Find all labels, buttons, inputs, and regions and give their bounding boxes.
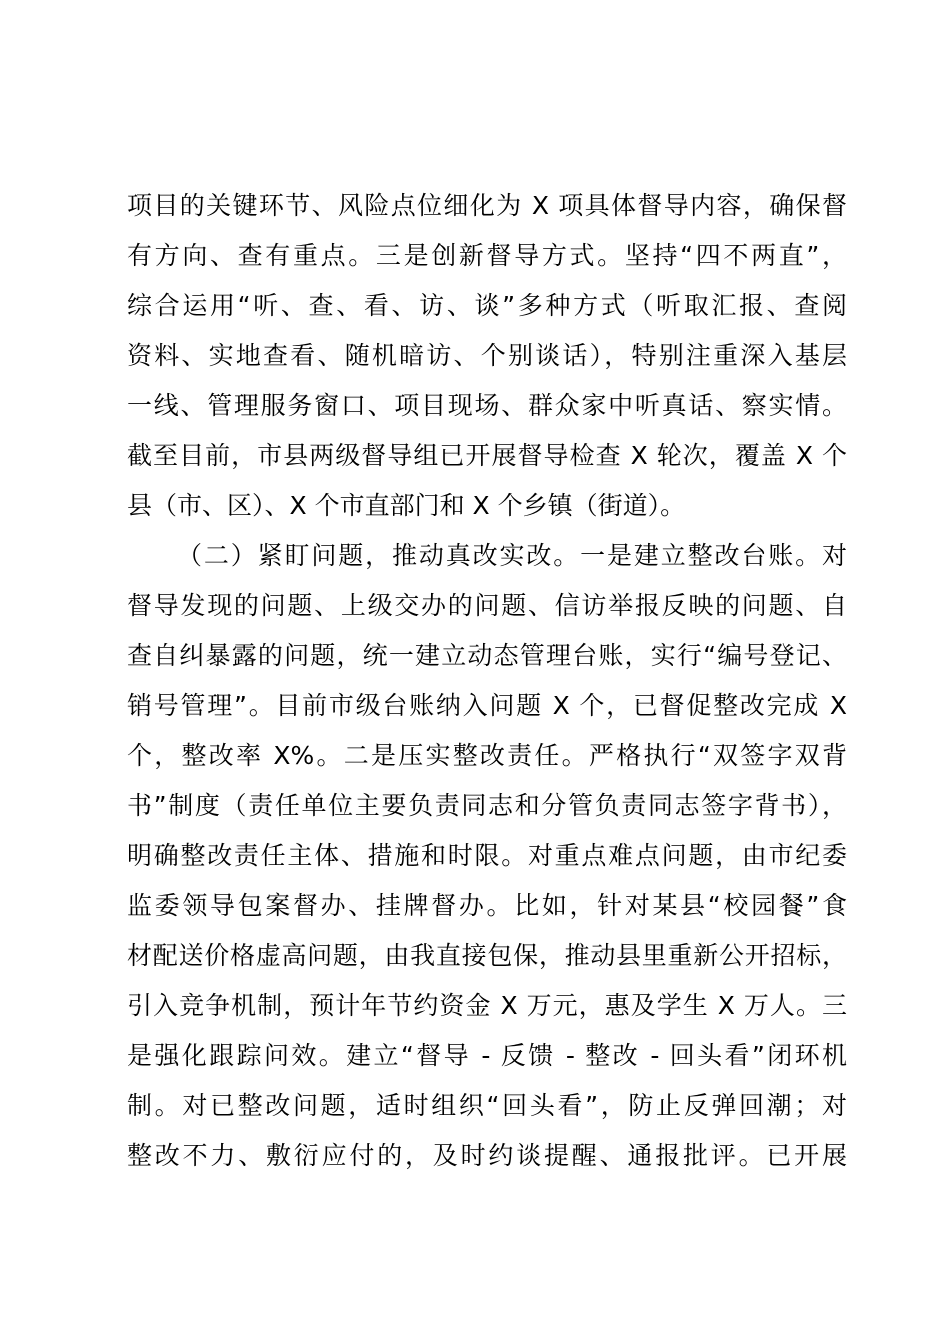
text-line: 资料、实地查看、随机暗访、个别谈话），特别注重深入基层 <box>127 341 847 370</box>
text-line: 销号管理”。目前市级台账纳入问题 X 个，已督促整改完成 X <box>127 691 847 720</box>
text-line: 项目的关键环节、风险点位细化为 X 项具体督导内容，确保督 <box>127 191 847 220</box>
text-line: 书”制度（责任单位主要负责同志和分管负责同志签字背书）， <box>127 791 847 820</box>
text-line: 个，整改率 X%。二是压实整改责任。严格执行“双签字双背 <box>127 741 847 770</box>
text-line: 材配送价格虚高问题，由我直接包保，推动县里重新公开招标， <box>127 941 847 970</box>
section-heading-line: （二）紧盯问题，推动真改实改。一是建立整改台账。对 <box>177 541 847 570</box>
body-text <box>127 181 847 1181</box>
text-line: 一线、管理服务窗口、项目现场、群众家中听真话、察实情。 <box>127 391 847 420</box>
text-line: 截至目前，市县两级督导组已开展督导检查 X 轮次，覆盖 X 个 <box>127 441 847 470</box>
text-line: 引入竞争机制，预计年节约资金 X 万元，惠及学生 X 万人。三 <box>127 991 847 1020</box>
text-line: 综合运用“听、查、看、访、谈”多种方式（听取汇报、查阅 <box>127 291 847 320</box>
text-line: 查自纠暴露的问题，统一建立动态管理台账，实行“编号登记、 <box>127 641 847 670</box>
text-line: 督导发现的问题、上级交办的问题、信访举报反映的问题、自 <box>127 591 847 620</box>
text-line: 制。对已整改问题，适时组织“回头看”，防止反弹回潮；对 <box>127 1091 847 1120</box>
text-line: 县（市、区）、X 个市直部门和 X 个乡镇（街道）。 <box>127 491 686 520</box>
text-line: 监委领导包案督办、挂牌督办。比如，针对某县“校园餐”食 <box>127 891 847 920</box>
text-line: 整改不力、敷衍应付的，及时约谈提醒、通报批评。已开展 <box>127 1141 847 1170</box>
text-line: 明确整改责任主体、措施和时限。对重点难点问题，由市纪委 <box>127 841 847 870</box>
text-line: 有方向、查有重点。三是创新督导方式。坚持“四不两直”， <box>127 241 847 270</box>
text-line: 是强化跟踪问效。建立“督导 - 反馈 - 整改 - 回头看”闭环机 <box>127 1041 847 1070</box>
